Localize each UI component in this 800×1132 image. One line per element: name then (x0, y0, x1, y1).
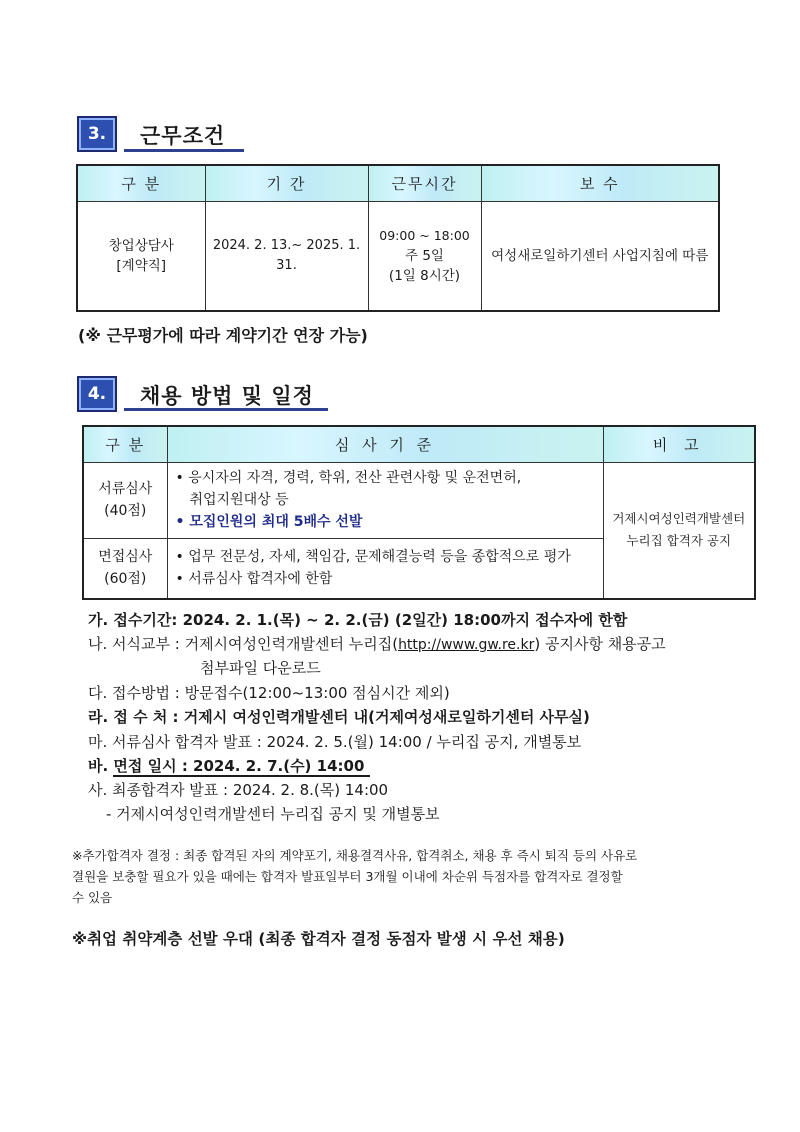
header-category: 구 분 (77, 165, 205, 201)
stage-score: (40점) (104, 503, 147, 519)
work-conditions-table (76, 164, 720, 312)
criteria-highlight: • 모집인원의 최대 5배수 선발 (175, 514, 363, 530)
header-period: 기 간 (205, 165, 368, 201)
stage-name: 면접심사 (98, 549, 153, 566)
criteria-line: 취업지원대상 등 (189, 492, 289, 508)
header-remarks: 비 고 (603, 426, 755, 462)
interview-datetime: 면접 일시 : 2024. 2. 7.(수) 14:00 (113, 757, 370, 777)
additional-hire-note-3: 수 있음 (72, 890, 113, 905)
header-pay: 보 수 (481, 165, 719, 201)
stage-name: 서류심사 (98, 481, 153, 497)
preference-note: ※취업 취약계층 선발 우대 (최종 합격자 결정 동점자 발생 시 우선 채용) (72, 930, 565, 948)
section-3-title: 근무조건 (140, 124, 226, 148)
screening-table (82, 425, 756, 600)
schedule-ma: 마. 서류심사 합격자 발표 : 2024. 2. 5.(월) 14:00 / 누리집 공지, 개별통보 (88, 733, 582, 751)
section-3-number: 3. (77, 116, 117, 152)
section-4-underline (124, 408, 328, 411)
schedule-da: 다. 접수방법 : 방문접수(12:00~13:00 점심시간 제외) (88, 684, 450, 702)
criteria-line: • 응시자의 자격, 경력, 학위, 전산 관련사항 및 운전면허, (175, 470, 522, 486)
hours-cell (368, 201, 481, 311)
interview-screening-cell (83, 538, 167, 599)
stage-score: (60점) (104, 571, 147, 588)
remark-line: 누리집 합격자 공지 (626, 533, 732, 549)
schedule-ga: 가. 접수기간: 2024. 2. 1.(목) ~ 2. 2.(금) (2일간) 18:00까지 접수자에 한함 (88, 611, 628, 629)
document-screening-cell (83, 462, 167, 538)
schedule-sa: 사. 최종합격자 발표 : 2024. 2. 8.(목) 14:00 (88, 781, 389, 799)
additional-hire-note-1: ※추가합격자 결정 : 최종 합격된 자의 계약포기, 채용결격사유, 합격취소, 채용 후 즉시 퇴직 등의 사유로 (72, 848, 638, 863)
pay-cell: 여성새로일하기센터 사업지침에 따름 (481, 201, 719, 311)
header-hours: 근무시간 (368, 165, 481, 201)
contract-extension-note: (※ 근무평가에 따라 계약기간 연장 가능) (78, 326, 368, 345)
criteria-line: • 업무 전문성, 자세, 책임감, 문제해결능력 등을 종합적으로 평가 (175, 549, 571, 566)
hours-days: 주 5일 (405, 247, 444, 264)
interview-criteria-cell (167, 538, 603, 599)
section-4-title: 채용 방법 및 일정 (140, 384, 314, 408)
contract-type: [계약직] (116, 257, 167, 274)
remarks-cell (603, 462, 755, 599)
remark-line: 거제시여성인력개발센터 (612, 511, 746, 527)
schedule-ra: 라. 접 수 처 : 거제시 여성인력개발센터 내(거제여성새로일하기센터 사무실) (88, 708, 590, 726)
position-name: 창업상담사 (108, 237, 174, 254)
period-cell: 2024. 2. 13.~ 2025. 1. 31. (205, 201, 368, 311)
schedule-ba (88, 755, 370, 776)
schedule-na-continuation: 첨부파일 다운로드 (200, 659, 321, 677)
schedule-na-suffix: ) 공지사항 채용공고 (534, 635, 666, 653)
section-4-number: 4. (77, 376, 117, 412)
document-criteria-cell (167, 462, 603, 538)
hours-time: 09:00 ~ 18:00 (379, 227, 470, 243)
header-stage: 구 분 (83, 426, 167, 462)
section-3-underline (124, 149, 244, 152)
position-cell (77, 201, 205, 311)
hours-per-day: (1일 8시간) (388, 267, 461, 284)
schedule-na-prefix: 나. 서식교부 : 거제시여성인력개발센터 누리집( (88, 635, 399, 653)
criteria-line: • 서류심사 합격자에 한함 (175, 571, 333, 588)
additional-hire-note-2: 결원을 보충할 필요가 있을 때에는 합격자 발표일부터 3개월 이내에 차순위 득점자를 합격자로 결정할 (72, 869, 623, 884)
schedule-ba-prefix: 바. (88, 757, 114, 775)
schedule-sa-sub: - 거제시여성인력개발센터 누리집 공지 및 개별통보 (106, 805, 440, 823)
header-criteria: 심 사 기 준 (167, 426, 603, 462)
schedule-na (88, 633, 666, 654)
website-link[interactable]: http://www.gw.re.kr (398, 637, 535, 653)
